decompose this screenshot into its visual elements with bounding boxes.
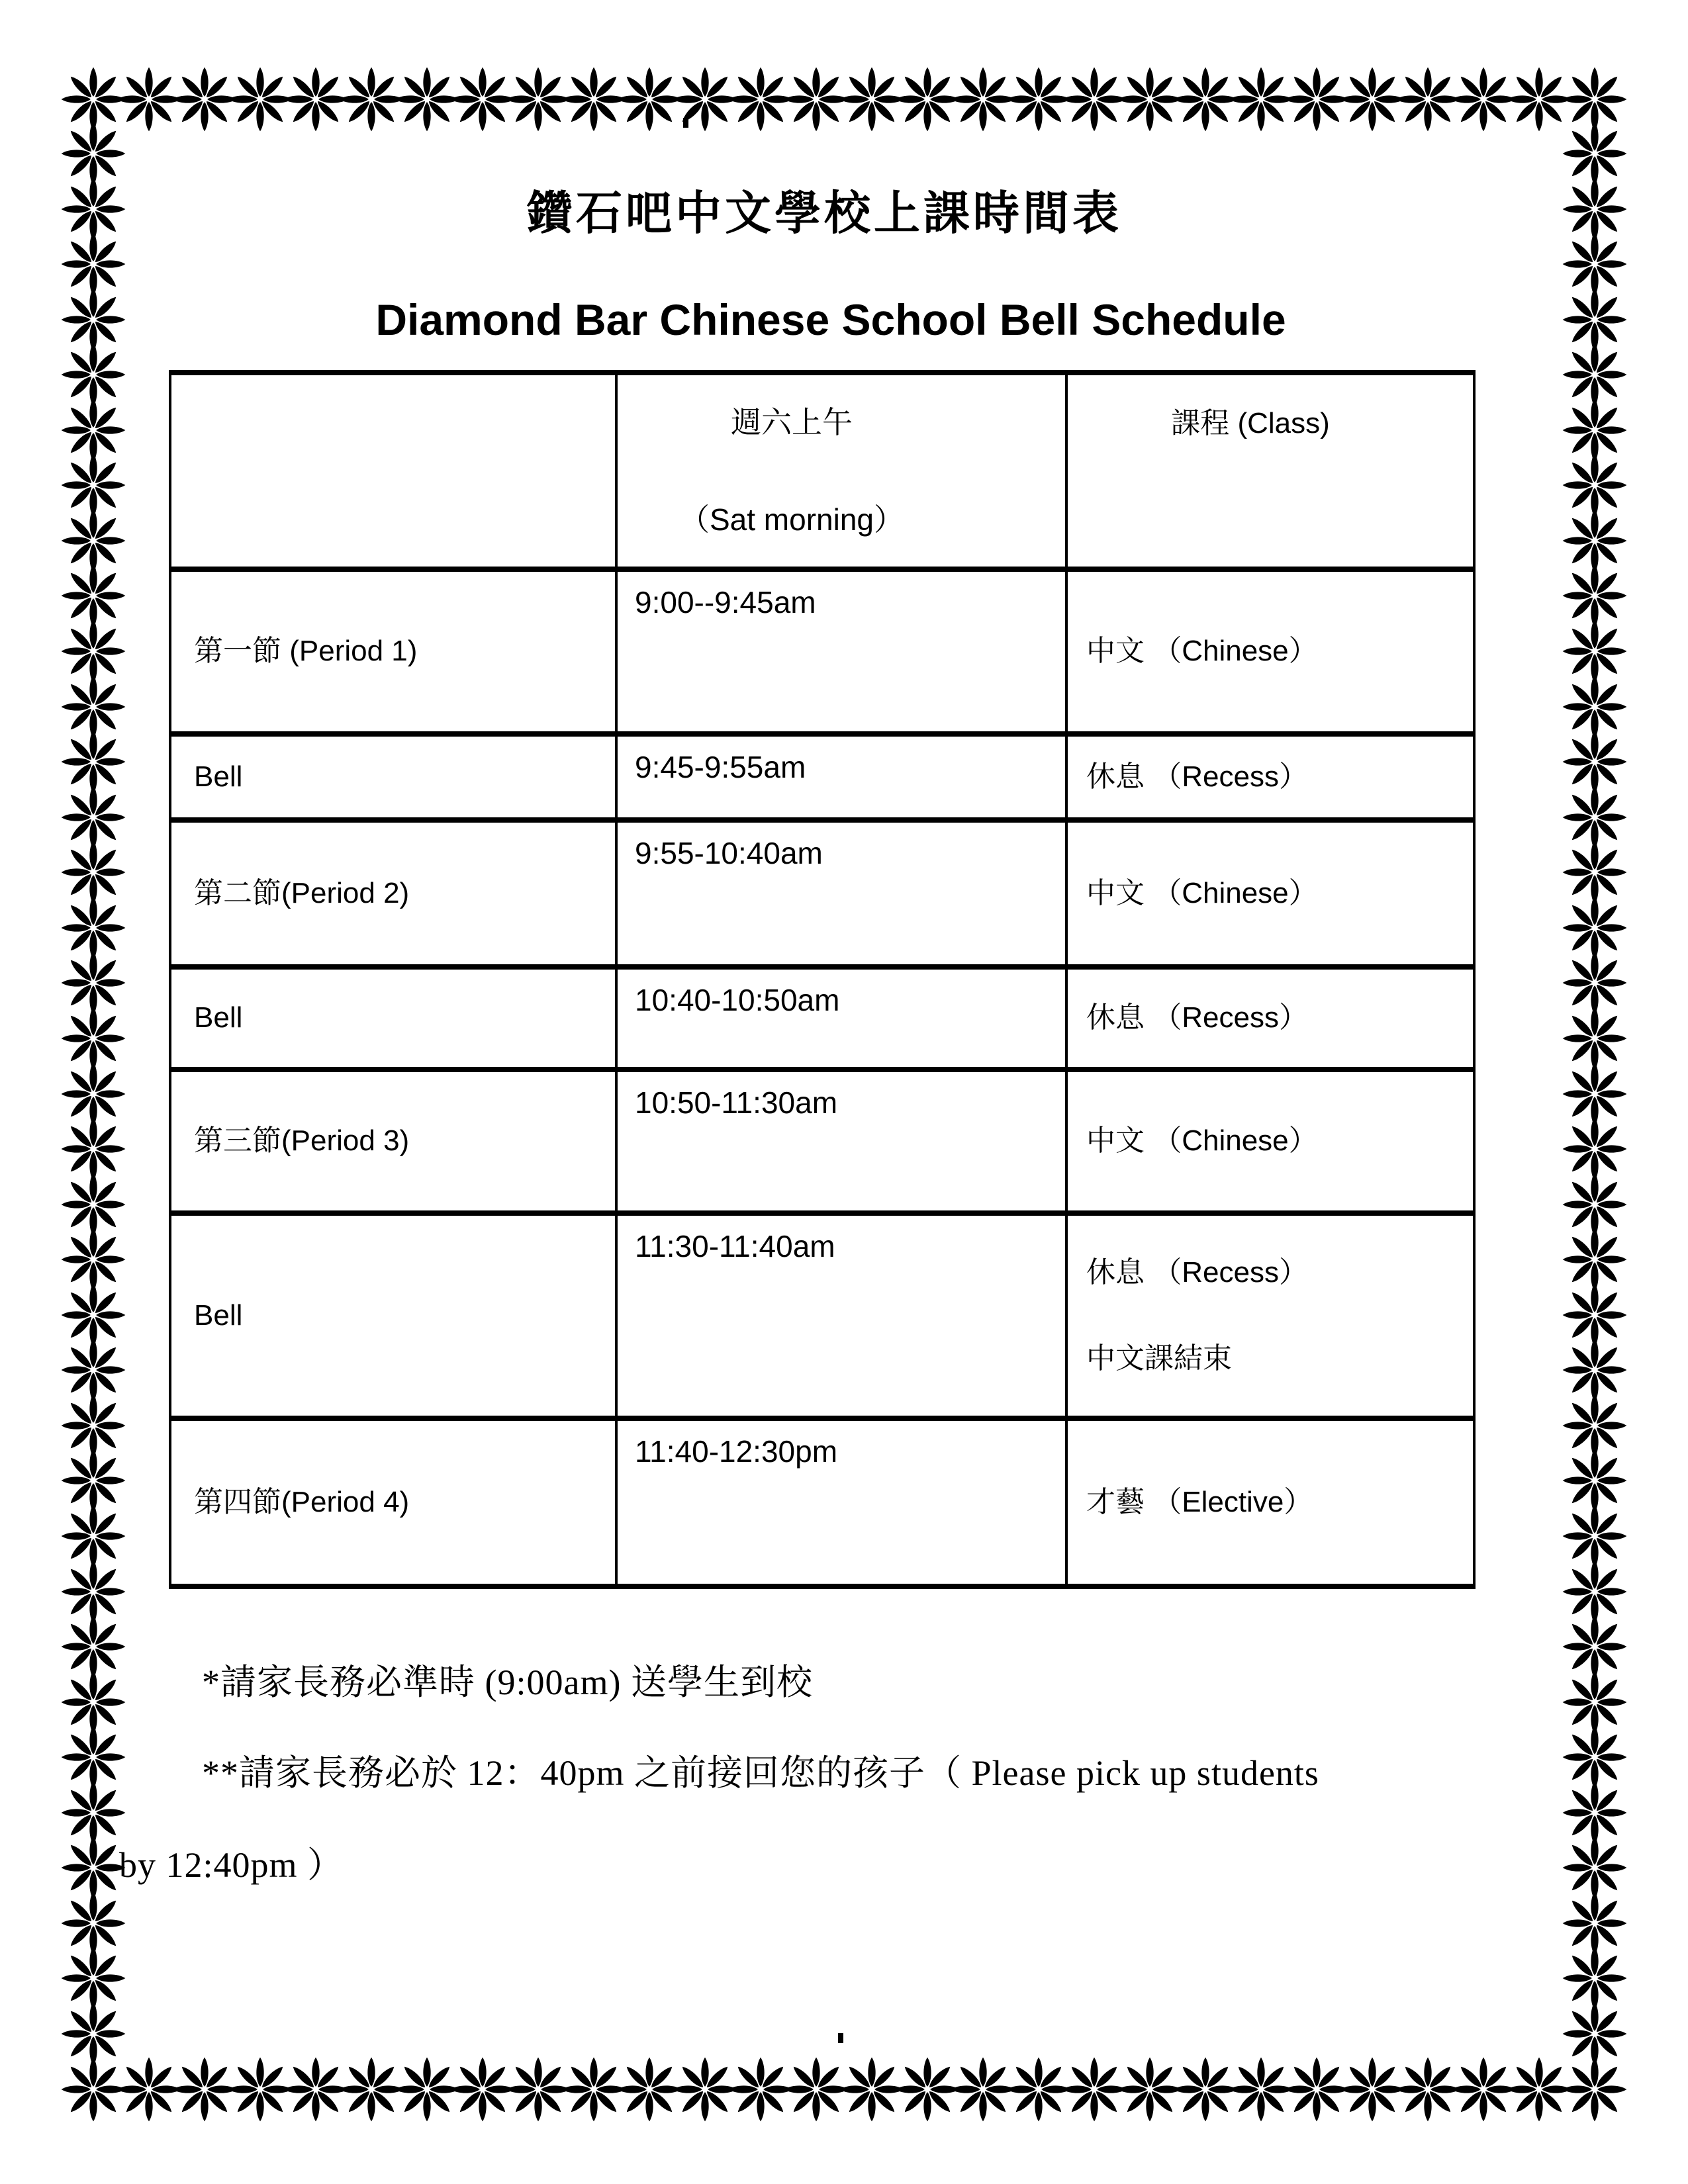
table-row <box>171 1416 1473 1584</box>
time-cell <box>615 1072 1065 1210</box>
table-row <box>171 1210 1473 1416</box>
time-value: 9:45-9:55am <box>635 750 806 784</box>
period-cell <box>171 1421 615 1584</box>
class-cell <box>1065 823 1473 964</box>
time-value: 9:55-10:40am <box>635 836 823 870</box>
stray-dot-top <box>683 118 688 128</box>
class-label: 休息 （Recess） <box>1086 1001 1308 1034</box>
class-label: 休息 （Recess） <box>1086 1255 1308 1289</box>
header-class-cell <box>1065 375 1473 567</box>
time-value: 11:40-12:30pm <box>635 1434 838 1469</box>
table-row <box>171 1067 1473 1210</box>
period-cell <box>171 823 615 964</box>
period-cell <box>171 572 615 731</box>
period-cell <box>171 1216 615 1416</box>
period-label: 第三節(Period 3) <box>194 1124 410 1158</box>
schedule-table <box>169 370 1476 1589</box>
time-cell <box>615 823 1065 964</box>
time-cell <box>615 737 1065 817</box>
table-row <box>171 964 1473 1067</box>
time-value: 10:40-10:50am <box>635 983 840 1017</box>
class-label: 才藝 （Elective） <box>1086 1485 1313 1518</box>
class-label: 中文課結束 <box>1086 1342 1232 1375</box>
header-time-cell <box>615 375 1065 567</box>
time-value: 11:30-11:40am <box>635 1229 835 1263</box>
footnote-pickup-line-2: by 12:40pm ） <box>119 1845 344 1885</box>
class-label: 中文 （Chinese） <box>1086 635 1318 668</box>
class-label: 中文 （Chinese） <box>1086 1124 1318 1158</box>
header-time-line-1: 週六上午 <box>731 404 853 439</box>
period-label: Bell <box>194 1298 243 1332</box>
stray-dot-bottom <box>838 2033 843 2043</box>
class-cell <box>1065 1216 1473 1416</box>
period-cell <box>171 970 615 1067</box>
table-header-row <box>171 375 1473 567</box>
period-label: 第四節(Period 4) <box>194 1485 410 1518</box>
footnote-arrival: *請家長務必準時 (9:00am) 送學生到校 <box>202 1662 813 1702</box>
period-label: 第二節(Period 2) <box>194 876 410 909</box>
time-cell <box>615 1216 1065 1416</box>
time-value: 9:00--9:45am <box>635 585 816 619</box>
time-cell <box>615 1421 1065 1584</box>
footnote-pickup-line-1: **請家長務必於 12：40pm 之前接回您的孩子（ Please pick up students <box>202 1753 1319 1793</box>
class-cell <box>1065 737 1473 817</box>
class-label: 中文 （Chinese） <box>1086 876 1318 909</box>
class-cell <box>1065 970 1473 1067</box>
table-row <box>171 817 1473 964</box>
table-row <box>171 731 1473 817</box>
class-cell <box>1065 1072 1473 1210</box>
period-cell <box>171 1072 615 1210</box>
header-class-label: 課程 (Class) <box>1171 407 1330 439</box>
period-label: Bell <box>194 760 243 793</box>
period-cell <box>171 737 615 817</box>
header-time-line-2: （Sat morning） <box>679 502 904 537</box>
flower-ornament-icon <box>59 1999 128 2068</box>
period-label: 第一節 (Period 1) <box>194 635 418 668</box>
page-title-chinese: 鑽石吧中文學校上課時間表 <box>526 187 1122 239</box>
table-row <box>171 567 1473 731</box>
page-title-english: Diamond Bar Chinese School Bell Schedule <box>375 295 1286 344</box>
class-label: 休息 （Recess） <box>1086 760 1308 793</box>
class-cell <box>1065 572 1473 731</box>
period-label: Bell <box>194 1001 243 1034</box>
class-cell <box>1065 1421 1473 1584</box>
time-value: 10:50-11:30am <box>635 1085 838 1120</box>
flower-ornament-icon <box>1560 1999 1629 2068</box>
time-cell <box>615 970 1065 1067</box>
time-cell <box>615 572 1065 731</box>
header-period-cell <box>171 375 615 567</box>
